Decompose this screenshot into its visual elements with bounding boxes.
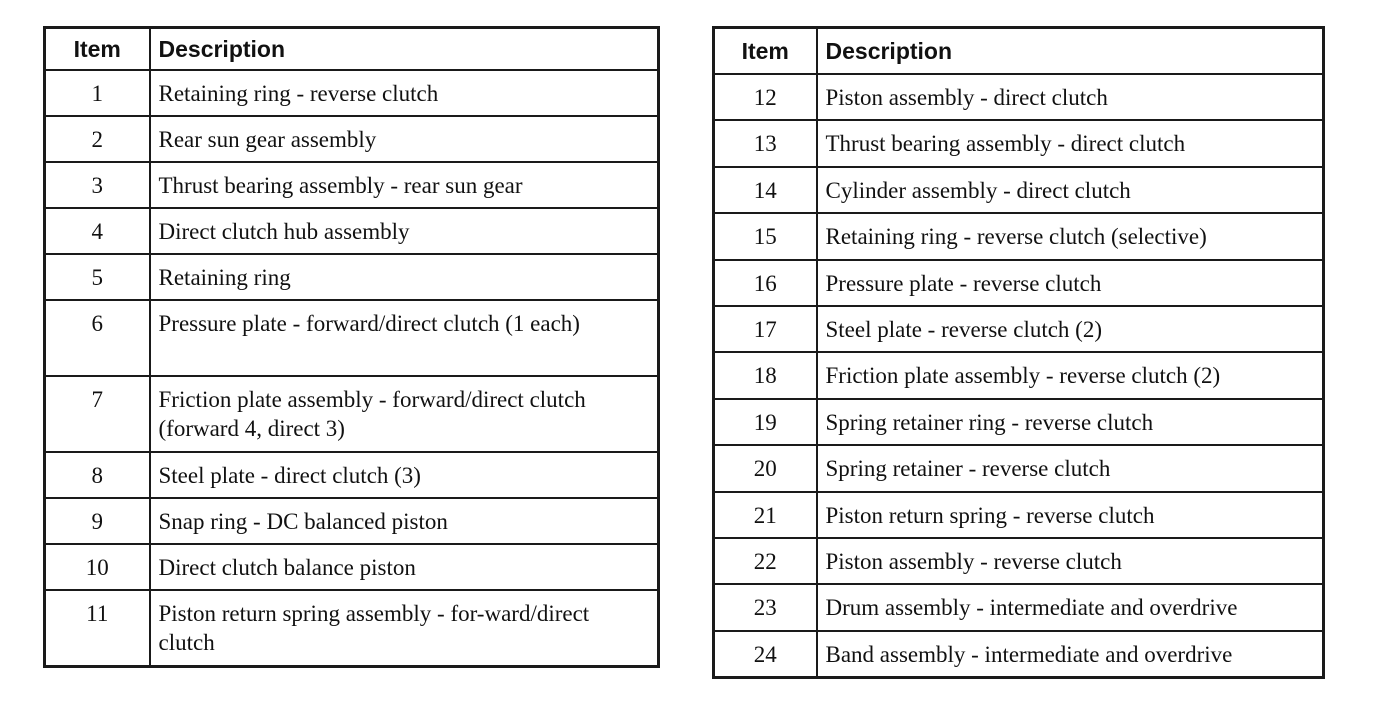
item-number: 3: [45, 162, 150, 208]
table-header-row: [45, 28, 659, 71]
item-description: Retaining ring - reverse clutch: [150, 70, 659, 116]
column-header-item: Item: [45, 28, 150, 71]
table-row: [45, 300, 659, 376]
item-number: 5: [45, 254, 150, 300]
table-row: [714, 74, 1324, 120]
item-number: 11: [45, 590, 150, 666]
table-header-row: [714, 28, 1324, 75]
item-number: 16: [714, 260, 817, 306]
table-row: [714, 260, 1324, 306]
table-row: [714, 213, 1324, 259]
item-number: 18: [714, 352, 817, 398]
item-number: 15: [714, 213, 817, 259]
item-description: Steel plate - direct clutch (3): [150, 452, 659, 498]
item-description: Snap ring - DC balanced piston: [150, 498, 659, 544]
item-description: Piston return spring assembly - for-ward/direct clutch: [150, 590, 659, 666]
column-header-item: Item: [714, 28, 817, 75]
item-description: Friction plate assembly - reverse clutch (2): [817, 352, 1324, 398]
item-description: Band assembly - intermediate and overdrive: [817, 631, 1324, 677]
item-description: Retaining ring: [150, 254, 659, 300]
item-number: 4: [45, 208, 150, 254]
item-number: 10: [45, 544, 150, 590]
item-number: 20: [714, 445, 817, 491]
table-row: [714, 445, 1324, 491]
item-description: Piston assembly - direct clutch: [817, 74, 1324, 120]
table-row: [45, 544, 659, 590]
item-description: Rear sun gear assembly: [150, 116, 659, 162]
item-description: Pressure plate - reverse clutch: [817, 260, 1324, 306]
item-description: Friction plate assembly - forward/direct clutch (forward 4, direct 3): [150, 376, 659, 452]
table-row: [45, 208, 659, 254]
item-number: 2: [45, 116, 150, 162]
table-row: [45, 498, 659, 544]
item-description: Piston assembly - reverse clutch: [817, 538, 1324, 584]
item-description: Cylinder assembly - direct clutch: [817, 167, 1324, 213]
item-number: 12: [714, 74, 817, 120]
item-number: 8: [45, 452, 150, 498]
item-number: 13: [714, 120, 817, 166]
item-description: Retaining ring - reverse clutch (selective): [817, 213, 1324, 259]
item-description: Thrust bearing assembly - direct clutch: [817, 120, 1324, 166]
item-description: Piston return spring - reverse clutch: [817, 492, 1324, 538]
item-number: 1: [45, 70, 150, 116]
table-row: [714, 352, 1324, 398]
item-description: Drum assembly - intermediate and overdrive: [817, 584, 1324, 630]
item-number: 22: [714, 538, 817, 584]
item-number: 17: [714, 306, 817, 352]
item-number: 14: [714, 167, 817, 213]
item-number: 9: [45, 498, 150, 544]
item-number: 23: [714, 584, 817, 630]
table-row: [714, 306, 1324, 352]
table-row: [714, 584, 1324, 630]
table-row: [45, 70, 659, 116]
table-row: [714, 492, 1324, 538]
table-row: [714, 120, 1324, 166]
item-number: 24: [714, 631, 817, 677]
item-description: Direct clutch hub assembly: [150, 208, 659, 254]
table-row: [714, 631, 1324, 677]
table-row: [45, 376, 659, 452]
table-row: [45, 162, 659, 208]
item-description: Spring retainer ring - reverse clutch: [817, 399, 1324, 445]
table-row: [45, 254, 659, 300]
item-number: 7: [45, 376, 150, 452]
table-row: [714, 538, 1324, 584]
item-description: Pressure plate - forward/direct clutch (1 each): [150, 300, 659, 376]
table-row: [714, 399, 1324, 445]
item-number: 6: [45, 300, 150, 376]
table-row: [714, 167, 1324, 213]
column-header-description: Description: [150, 28, 659, 71]
table-row: [45, 116, 659, 162]
parts-table-right: [712, 26, 1325, 679]
column-header-description: Description: [817, 28, 1324, 75]
item-number: 19: [714, 399, 817, 445]
item-number: 21: [714, 492, 817, 538]
table-row: [45, 452, 659, 498]
item-description: Steel plate - reverse clutch (2): [817, 306, 1324, 352]
item-description: Thrust bearing assembly - rear sun gear: [150, 162, 659, 208]
item-description: Direct clutch balance piston: [150, 544, 659, 590]
item-description: Spring retainer - reverse clutch: [817, 445, 1324, 491]
table-row: [45, 590, 659, 666]
parts-table-left: [43, 26, 660, 668]
